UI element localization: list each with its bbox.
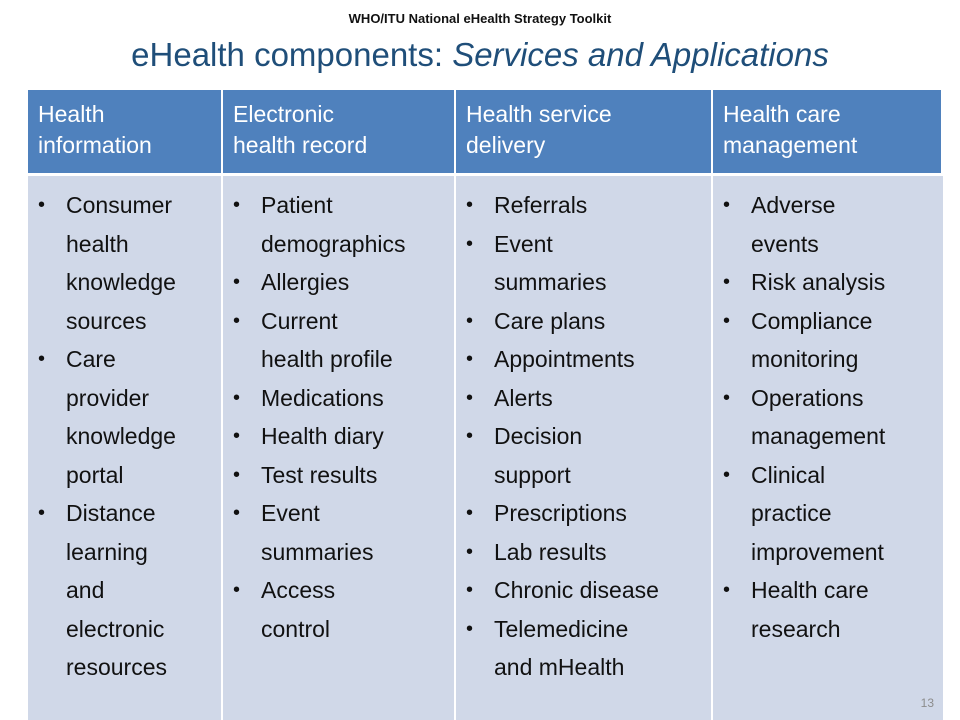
list-item-line: Risk analysis [751,269,886,295]
cell-electronic-health-record [223,176,456,720]
title-emphasis: Services and Applications [452,36,829,73]
bullet-icon: • [723,309,731,332]
bullet-icon: • [233,425,241,447]
bullet-icon: • [233,386,241,409]
list-item-line: monitoring [751,346,859,372]
header-line: delivery [466,132,546,158]
bullet-list [464,186,709,687]
list-item-line: resources [66,654,167,680]
list-item-line: Referrals [494,192,588,218]
list-item [231,417,452,456]
list-item-line: Compliance [751,307,873,334]
bullet-icon: • [233,463,241,486]
list-item [464,302,709,341]
list-item-line: Care plans [494,307,606,334]
list-item [721,263,941,302]
list-item-line: health [66,230,129,257]
list-item-line: Alerts [494,384,553,411]
header-electronic-health-record [223,90,456,176]
list-item-line: Operations [751,384,864,411]
bullet-icon: • [38,502,46,524]
list-item-line: and [66,577,105,603]
bullet-icon: • [466,540,474,563]
list-item-line: electronic [66,615,165,642]
list-item [464,571,709,610]
list-item [231,494,452,571]
list-item-line: management [751,423,886,449]
list-item [464,533,709,572]
bullet-list [36,186,219,687]
list-item-line: Consumer [66,192,173,218]
list-item-line: Event [494,230,553,257]
list-item-line: Health diary [261,423,384,449]
cell-health-care-management [713,176,943,720]
list-item-line: knowledge [66,423,176,449]
list-item [231,263,452,302]
list-item-line: practice [751,500,832,526]
list-item-line: Test results [261,461,378,488]
list-item [721,302,941,379]
header-health-service-delivery [456,90,713,176]
list-item [36,494,219,687]
list-item [464,340,709,379]
list-item-line: Chronic disease [494,577,659,603]
cell-health-service-delivery [456,176,713,720]
header-line: Health [38,101,105,127]
list-item [231,571,452,648]
bullet-icon: • [233,271,241,293]
list-item-line: events [751,230,819,257]
bullet-icon: • [233,309,241,332]
list-item [231,302,452,379]
header-health-information [28,90,223,176]
slide-title [0,36,960,74]
list-item [721,379,941,456]
list-item [464,379,709,418]
list-item-line: Decision [494,423,583,449]
bullet-icon: • [38,348,46,370]
bullet-icon: • [466,502,474,524]
list-item-line: support [494,461,571,488]
list-item-line: Lab results [494,538,607,565]
page-number: 13 [920,696,934,710]
bullet-icon: • [233,502,241,524]
list-item-line: improvement [751,538,884,565]
bullet-icon: • [466,617,474,640]
list-item [231,456,452,495]
bullet-icon: • [466,386,474,409]
bullet-icon: • [38,194,46,216]
list-item [36,186,219,340]
header-line: information [38,132,152,158]
list-item-line: provider [66,384,150,411]
bullet-icon: • [466,232,474,255]
bullet-icon: • [723,463,731,486]
list-item-line: Allergies [261,269,350,295]
list-item-line: Distance [66,500,156,526]
header-line: Health service [466,101,612,127]
list-item-line: Adverse [751,192,836,218]
list-item [231,379,452,418]
cell-health-information [28,176,223,720]
bullet-icon: • [233,194,241,216]
list-item-line: Appointments [494,346,635,372]
list-item-line: Access [261,577,336,603]
list-item-line: Telemedicine [494,615,629,642]
list-item [721,456,941,572]
bullet-icon: • [466,425,474,447]
list-item-line: Health care [751,577,869,603]
list-item-line: Clinical [751,461,826,488]
list-item-line: health profile [261,346,393,372]
list-item-line: Event [261,500,320,526]
list-item-line: sources [66,307,147,334]
list-item-line: demographics [261,230,406,257]
list-item [721,571,941,648]
list-item-line: knowledge [66,269,176,295]
header-line: management [723,132,858,158]
list-item-line: Current [261,307,338,334]
bullet-icon: • [723,386,731,409]
list-item [464,186,709,225]
bullet-icon: • [723,271,731,293]
header-line: Health care [723,101,841,127]
list-item [231,186,452,263]
bullet-icon: • [233,579,241,601]
title-prefix: eHealth components: [131,36,444,73]
list-item-line: Medications [261,384,384,411]
list-item-line: and mHealth [494,654,625,680]
list-item [36,340,219,494]
bullet-icon: • [723,194,731,216]
bullet-icon: • [466,194,474,216]
list-item-line: Patient [261,192,333,218]
toolkit-supertitle: WHO/ITU National eHealth Strategy Toolkit [348,11,612,26]
list-item-line: portal [66,461,124,488]
list-item [464,610,709,687]
list-item [721,186,941,263]
list-item-line: Prescriptions [494,500,627,526]
list-item [464,225,709,302]
header-line: Electronic [233,101,334,127]
list-item-line: research [751,615,841,642]
list-item [464,417,709,494]
list-item-line: learning [66,538,148,565]
bullet-icon: • [466,579,474,601]
components-table [28,90,943,720]
list-item-line: summaries [261,538,374,565]
list-item [464,494,709,533]
bullet-icon: • [466,348,474,370]
bullet-icon: • [723,579,731,601]
bullet-list [231,186,452,648]
header-line: health record [233,132,368,158]
list-item-line: summaries [494,269,607,295]
bullet-list [721,186,941,648]
list-item-line: control [261,615,331,642]
list-item-line: Care [66,346,116,372]
header-health-care-management [713,90,943,176]
bullet-icon: • [466,309,474,332]
